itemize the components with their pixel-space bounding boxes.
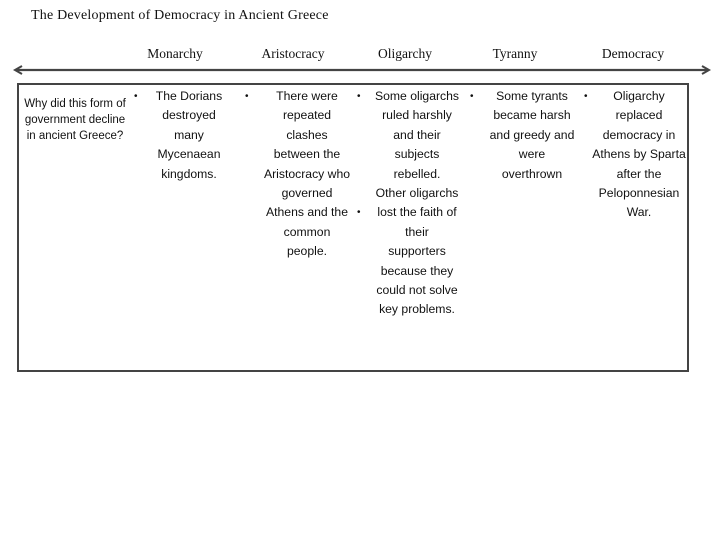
column-header-aristocracy: Aristocracy <box>261 46 325 61</box>
bullet-icon: • <box>470 91 474 102</box>
bullet-icon: • <box>357 207 361 218</box>
column-header-tyranny: Tyranny <box>492 46 538 61</box>
cell-democracy <box>592 87 686 223</box>
column-header-monarchy: Monarchy <box>147 46 203 61</box>
cell-democracy-point-1: Oligarchy replaced democracy in Athens by Sparta after the Peloponnesian War. <box>592 89 686 220</box>
bullet-icon: • <box>357 91 361 102</box>
cell-monarchy-point-1: The Dorians destroyed many Mycenaean kingdoms. <box>155 89 223 181</box>
bullet-icon: • <box>584 91 588 102</box>
cell-oligarchy <box>375 87 459 320</box>
bullet-icon: • <box>134 91 138 102</box>
cell-aristocracy <box>262 87 352 262</box>
cell-monarchy <box>150 87 228 184</box>
row-question: Why did this form of government decline in ancient Greece? <box>24 98 126 142</box>
timeline-double-arrow <box>12 65 712 75</box>
cell-tyranny-point-1: Some tyrants became harsh and greedy and were overthrown <box>489 89 575 181</box>
cell-tyranny <box>488 87 576 184</box>
page-title: The Development of Democracy in Ancient Greece <box>31 8 329 23</box>
column-header-democracy: Democracy <box>601 46 665 61</box>
bullet-icon: • <box>245 91 249 102</box>
column-header-oligarchy: Oligarchy <box>378 46 432 61</box>
cell-aristocracy-point-1: There were repeated clashes between the Aristocracy who governed Athens and the common people. <box>263 89 350 259</box>
cell-oligarchy-point-1: Some oligarchs ruled harshly and their subjects rebelled. <box>375 89 459 181</box>
cell-oligarchy-point-2: Other oligarchs lost the faith of their supporters because they could not solve key problems. <box>375 186 459 317</box>
